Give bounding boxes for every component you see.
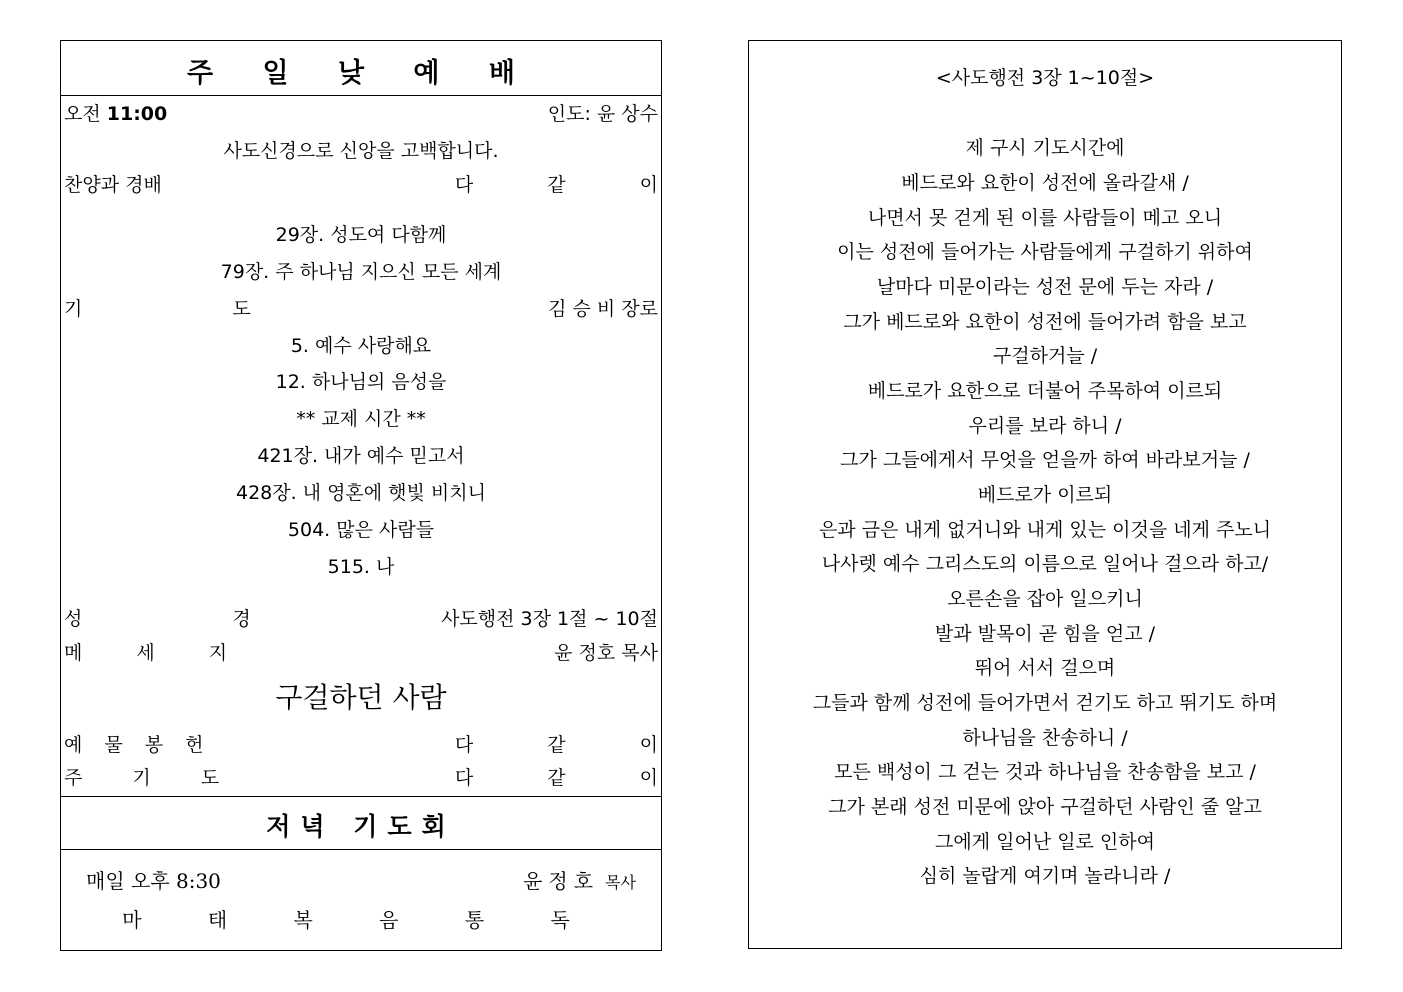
verse-line: 심히 놀랍게 여기며 놀라니라 / <box>919 865 1171 887</box>
lords-prayer-label: 주 기 도 <box>64 767 242 789</box>
divider <box>61 796 661 797</box>
verse-line: 그가 베드로와 요한이 성전에 들어가려 함을 보고 <box>843 311 1247 333</box>
verse-line: 이는 성전에 들어가는 사람들에게 구걸하기 위하여 <box>837 241 1253 263</box>
verse-line: 뛰어 서서 걸으며 <box>974 657 1116 679</box>
scripture-title: <사도행전 3장 1~10절> <box>935 67 1155 89</box>
daily-leader: 윤정호 <box>523 869 600 893</box>
fellowship-time: ** 교제 시간 ** <box>296 408 426 430</box>
daily-time: 매일 오후 8:30 <box>86 869 221 893</box>
prayer-row <box>64 297 658 321</box>
scripture-panel <box>748 40 1342 949</box>
time-label: 오전 <box>64 103 101 125</box>
verse-line: 그에게 일어난 일로 인하여 <box>934 831 1155 853</box>
leader: 인도: 윤 상수 <box>547 103 658 125</box>
verse-line: 우리를 보라 하니 / <box>968 415 1122 437</box>
song-item: 504. 많은 사람들 <box>287 519 435 541</box>
verse-line: 베드로가 이르되 <box>977 484 1113 506</box>
song-item: 12. 하나님의 음성을 <box>275 371 447 393</box>
daily-leader-title: 목사 <box>605 873 636 892</box>
hymn-item: 79장. 주 하나님 지으신 모든 세계 <box>220 261 502 283</box>
verse-line: 그가 그들에게서 무엇을 얻을까 하여 바라보거늘 / <box>840 449 1250 471</box>
prayer-label: 기 도 <box>64 298 323 320</box>
praise-row <box>64 173 692 197</box>
song-item: 421장. 내가 예수 믿고서 <box>257 445 465 467</box>
service-time-row <box>64 102 658 126</box>
verse-line: 제 구시 기도시간에 <box>965 137 1125 159</box>
verse-line: 그가 본래 성전 미문에 앉아 구걸하던 사람인 줄 알고 <box>828 796 1262 818</box>
verse-line: 베드로와 요한이 성전에 올라갈새 / <box>901 172 1189 194</box>
praise-label: 찬양과 경배 <box>64 174 162 196</box>
offering-who: 다 같 이 <box>454 734 692 756</box>
sermon-title: 구걸하던 사람 <box>275 681 447 714</box>
offering-label: 예 물 봉 헌 <box>64 734 212 756</box>
divider <box>61 849 661 850</box>
verse-line: 은과 금은 내게 없거니와 내게 있는 이것을 네게 주노니 <box>818 519 1272 541</box>
creed-line: 사도신경으로 신앙을 고백합니다. <box>223 140 499 162</box>
divider <box>61 95 661 96</box>
verse-line: 모든 백성이 그 걷는 것과 하나님을 찬송함을 보고 / <box>834 761 1256 783</box>
verse-line: 나사렛 예수 그리스도의 이름으로 일어나 걸으라 하고/ <box>821 553 1269 575</box>
verse-line: 베드로가 요한으로 더불어 주목하여 이르되 <box>867 380 1223 402</box>
verse-line: 그들과 함께 성전에 들어가면서 걷기도 하고 뛰기도 하며 <box>812 692 1278 714</box>
lords-prayer-who: 다 같 이 <box>454 767 692 789</box>
scripture-row <box>64 607 658 631</box>
prayer-who: 김 승 비 장로 <box>548 298 658 320</box>
lords-prayer-row <box>64 766 692 790</box>
morning-service-title: 주 일 낮 예 배 <box>186 58 535 89</box>
song-item: 5. 예수 사랑해요 <box>290 335 432 357</box>
time-value: 11:00 <box>106 103 168 125</box>
song-item: 428장. 내 영혼에 햇빛 비치니 <box>235 482 486 504</box>
song-item: 515. 나 <box>327 556 395 578</box>
verse-line: 발과 발목이 곧 힘을 얻고 / <box>934 623 1156 645</box>
scripture-label: 성 경 <box>64 608 323 630</box>
praise-who: 다 같 이 <box>454 174 692 196</box>
scripture-ref: 사도행전 3장 1절 ~ 10절 <box>441 608 658 630</box>
verse-line: 날마다 미문이라는 성전 문에 두는 자라 / <box>876 276 1214 298</box>
bible-reading: 마 태 복 음 통 독 <box>122 908 600 932</box>
message-row <box>64 641 658 665</box>
offering-row <box>64 733 692 757</box>
verse-line: 하나님을 찬송하니 / <box>962 727 1128 749</box>
verse-line: 구걸하거늘 / <box>992 345 1098 367</box>
verse-line: 나면서 못 걷게 된 이를 사람들이 메고 오니 <box>867 207 1223 229</box>
message-who: 윤 정호 목사 <box>554 642 658 664</box>
verse-line: 오른손을 잡아 일으키니 <box>947 588 1143 610</box>
daily-prayer-row <box>86 869 636 893</box>
evening-prayer-title: 저녁 기도회 <box>266 812 456 841</box>
worship-order-panel <box>60 40 692 951</box>
hymn-item: 29장. 성도여 다함께 <box>275 224 447 246</box>
message-label: 메 세 지 <box>64 642 252 664</box>
